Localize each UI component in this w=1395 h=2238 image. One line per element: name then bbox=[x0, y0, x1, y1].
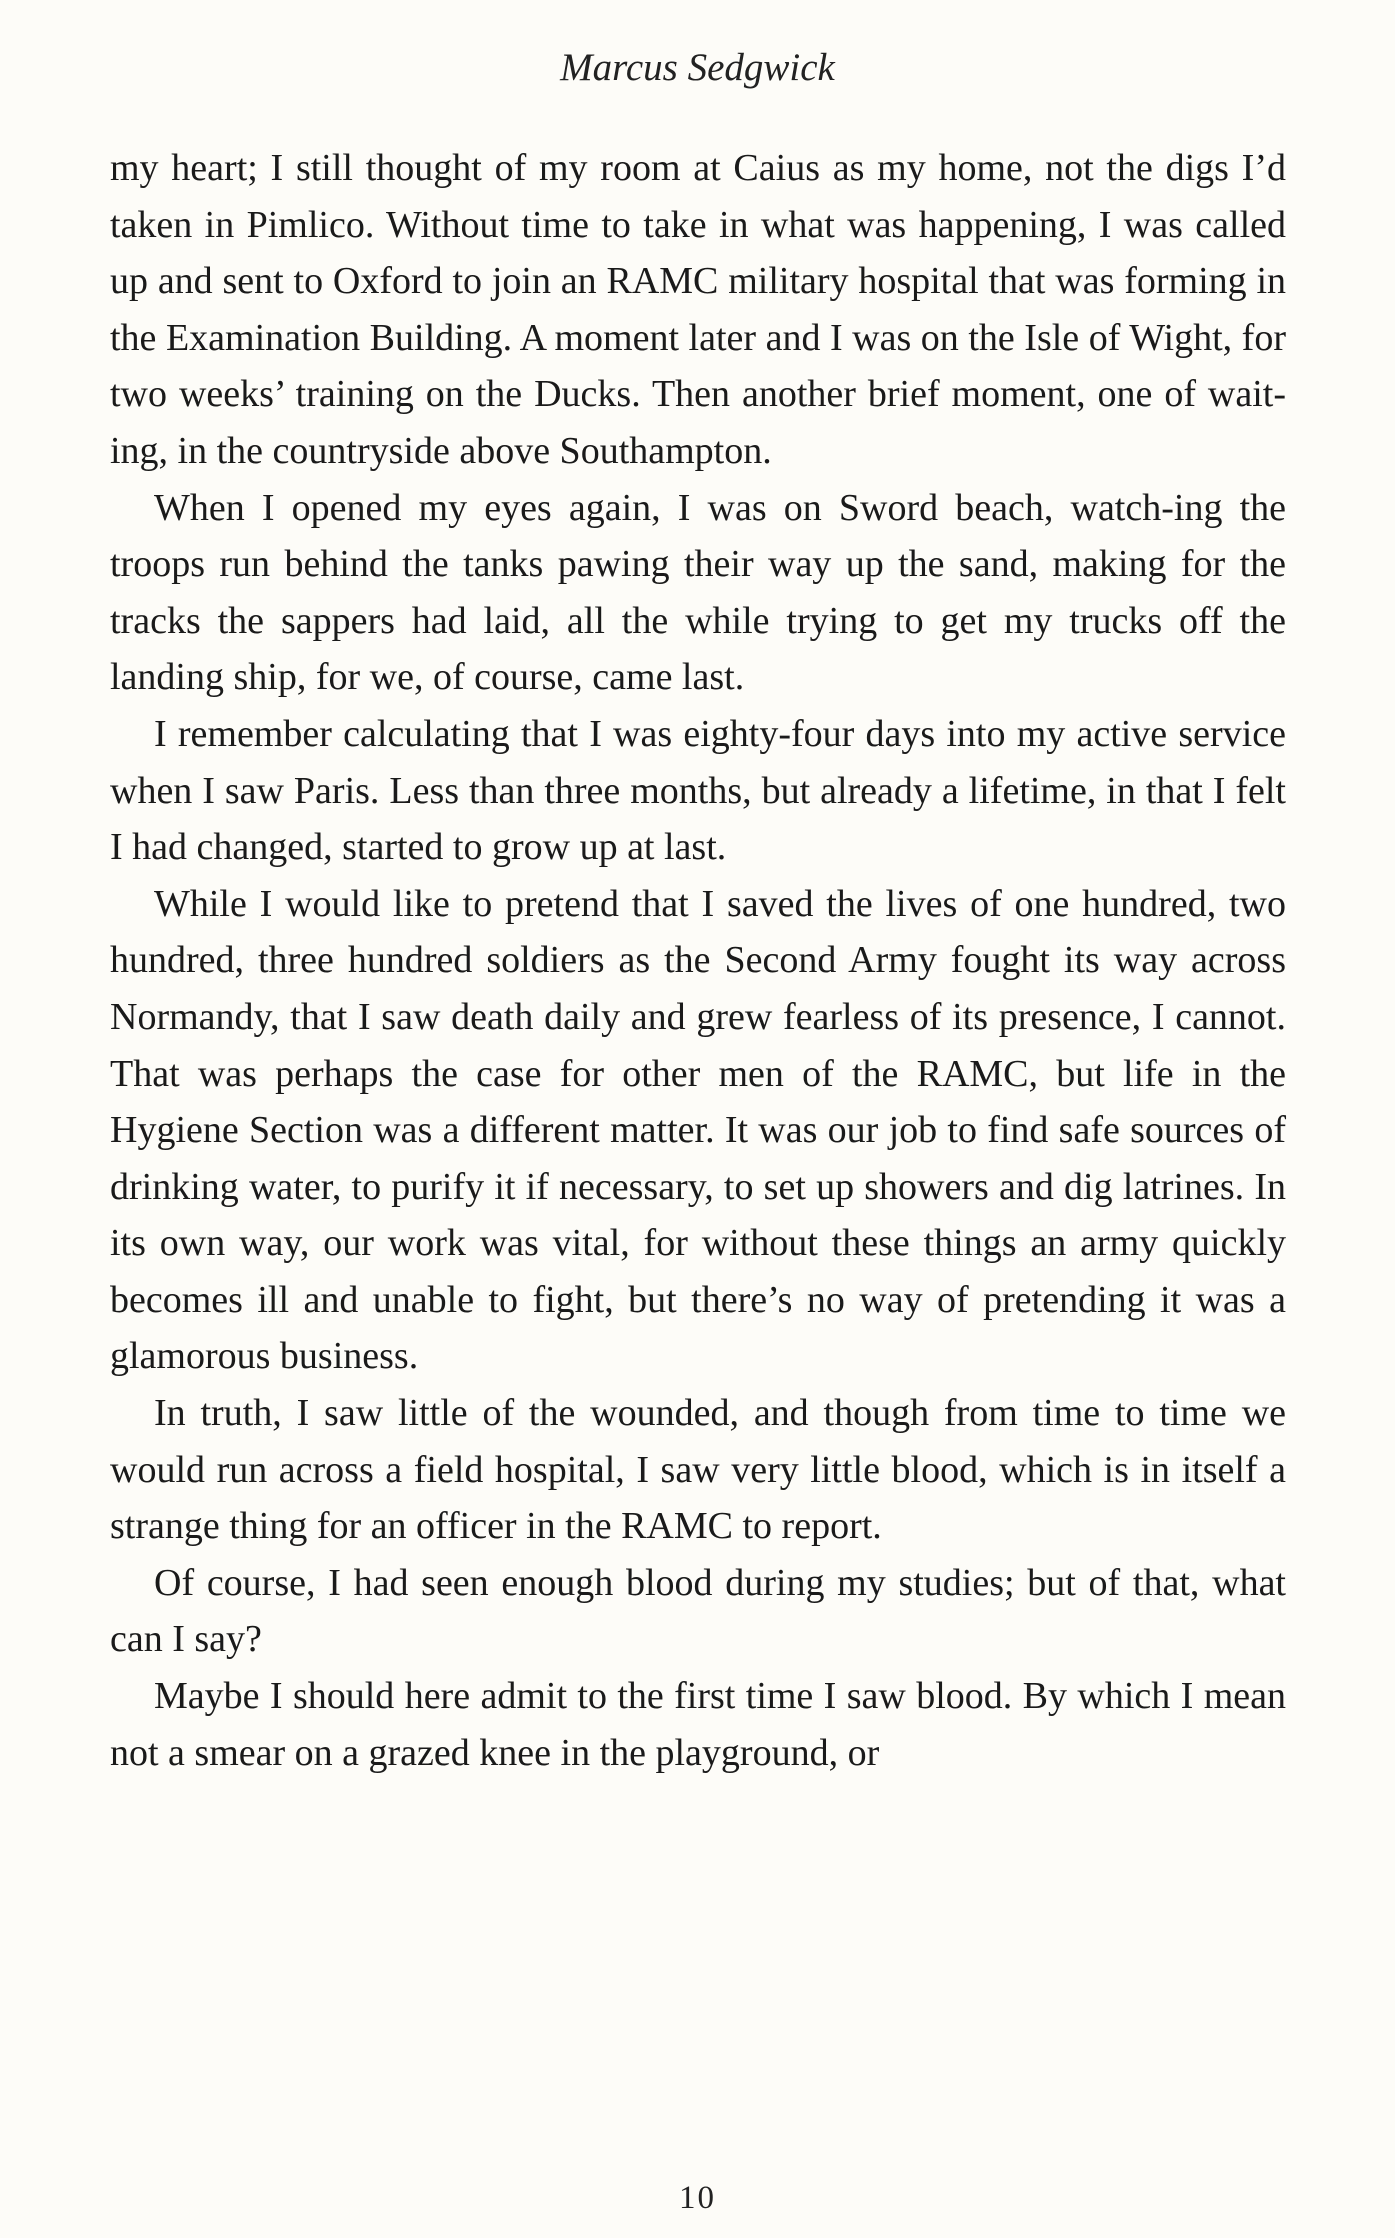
paragraph: In truth, I saw little of the wounded, and though from time to time we would run across a field hospital, I saw very little blood, which is in itself a strange thing for an officer in the RAMC to report. bbox=[110, 1392, 1286, 1548]
paragraph: While I would like to pretend that I saved the lives of one hundred, two hundred, three hundred soldiers as the Second Army fought its way across Normandy, that I saw death daily and grew fearless of its presence, I cannot. That was perhaps the case for other men of the RAMC, but life in the Hygiene Section was a different matter. It was our job to find safe sources of drinking water, to purify it if necessary, to set up showers and dig latrines. In its own way, our work was vital, for without these things an army quickly becomes ill and unable to fight, but there’s no way of pretending it was a glamorous business. bbox=[110, 882, 1286, 1378]
paragraph: Maybe I should here admit to the first time I saw blood. By which I mean not a smear on a grazed knee in the playground, or bbox=[110, 1675, 1286, 1774]
paragraph: my heart; I still thought of my room at Caius as my home, not the digs I’d taken in Pimlico. Without time to take in what was happening, I was called up and sent to Oxford to join an RAMC military hospital that was forming in the Examination Building. A moment later and I was on the Isle of Wight, for two weeks’ training on the Ducks. Then another brief moment, one of wait-ing, in the countryside above Southampton. bbox=[110, 147, 1286, 472]
body-text bbox=[110, 140, 1286, 1781]
paragraph: Of course, I had seen enough blood during my studies; but of that, what can I say? bbox=[110, 1561, 1286, 1661]
paragraph: I remember calculating that I was eighty-four days into my active service when I saw Paris. Less than three months, but already a lifetime, in that I felt I had changed, started to grow up at last. bbox=[110, 712, 1286, 869]
paragraph: When I opened my eyes again, I was on Sword beach, watch-ing the troops run behind the tanks pawing their way up the sand, making for the tracks the sappers had laid, all the while trying to get my trucks off the landing ship, for we, of course, came last. bbox=[110, 486, 1286, 699]
page-number: 10 bbox=[679, 2180, 716, 2216]
running-head-author: Marcus Sedgwick bbox=[560, 46, 835, 89]
